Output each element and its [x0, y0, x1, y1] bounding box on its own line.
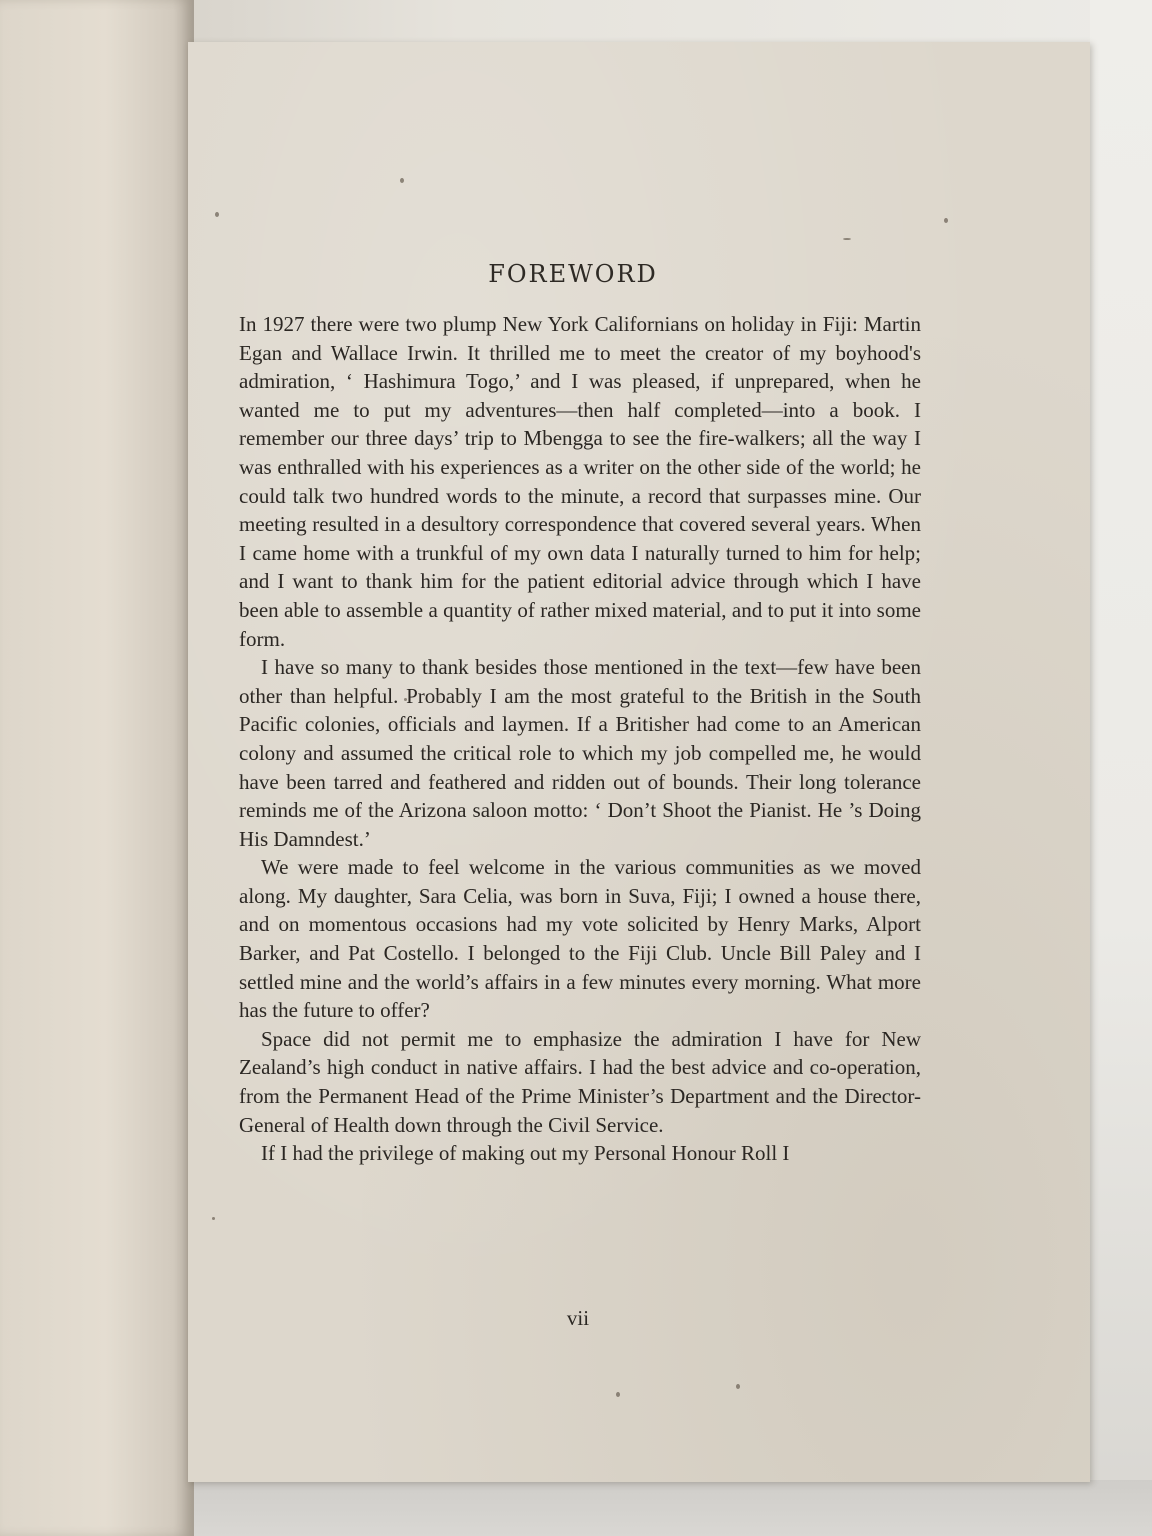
paper-speck	[215, 212, 219, 217]
paragraph: If I had the privilege of making out my Personal Honour Roll I	[261, 1141, 790, 1166]
paper-speck	[212, 1217, 215, 1220]
paper-speck	[400, 178, 404, 183]
paper-speck	[843, 238, 851, 240]
paper-speck	[616, 1392, 620, 1397]
page-title: FOREWORD	[488, 260, 658, 288]
background-wall	[1090, 0, 1152, 1536]
body-text	[239, 310, 921, 1168]
paragraph: Space did not permit me to emphasize the admiration I have for New Zealand’s high conduct in native affairs. I had the best advice and co-operation, from the Permanent Head of the Prime Minister’s Department and the Director-General of Health down through the Civil Service.	[239, 1026, 921, 1137]
paragraph: In 1927 there were two plump New York Californians on holiday in Fiji: Martin Egan and Wallace Irwin. It thrilled me to meet the creator of my boyhood's admiration, ‘ Hashimura Togo,’ and I was pleased, if unprepared, when he wanted me to put my adventures—then half completed—into a book. I remember our three days’ trip to Mbengga to see the fire-walkers; all the way I was enthralled with his experiences as a writer on the other side of the world; he could talk two hundred words to the minute, a record that surpasses mine. Our meeting resulted in a desultory correspondence that covered several years. When I came home with a trunkful of my own data I naturally turned to him for help; and I want to thank him for the patient editorial advice through which I have been able to assemble a quantity of rather mixed material, and to put it into some form.	[239, 312, 921, 651]
page-number: vii	[566, 1306, 590, 1330]
paragraph: We were made to feel welcome in the various communities as we moved along. My daughter, Sara Celia, was born in Suva, Fiji; I owned a house there, and on momentous occasions had my vote solicited by Henry Marks, Alport Barker, and Pat Costello. I belonged to the Fiji Club. Uncle Bill Paley and I settled mine and the world’s affairs in a few minutes every morning. What more has the future to offer?	[239, 855, 921, 1023]
paper-speck	[944, 218, 948, 223]
paragraph: I have so many to thank besides those mentioned in the text—few have been other than helpful. Probably I am the most grateful to the British in the South Pacific colonies, officials and laymen. If a Britisher had come to an American colony and assumed the critical role to which my job compelled me, he would have been tarred and feathered and ridden out of bounds. Their long tolerance reminds me of the Arizona saloon motto: ‘ Don’t Shoot the Pianist. He ’s Doing His Damndest.’	[239, 655, 921, 851]
paper-speck	[736, 1384, 740, 1389]
book-page	[188, 42, 1090, 1482]
left-page-edge	[0, 0, 194, 1536]
